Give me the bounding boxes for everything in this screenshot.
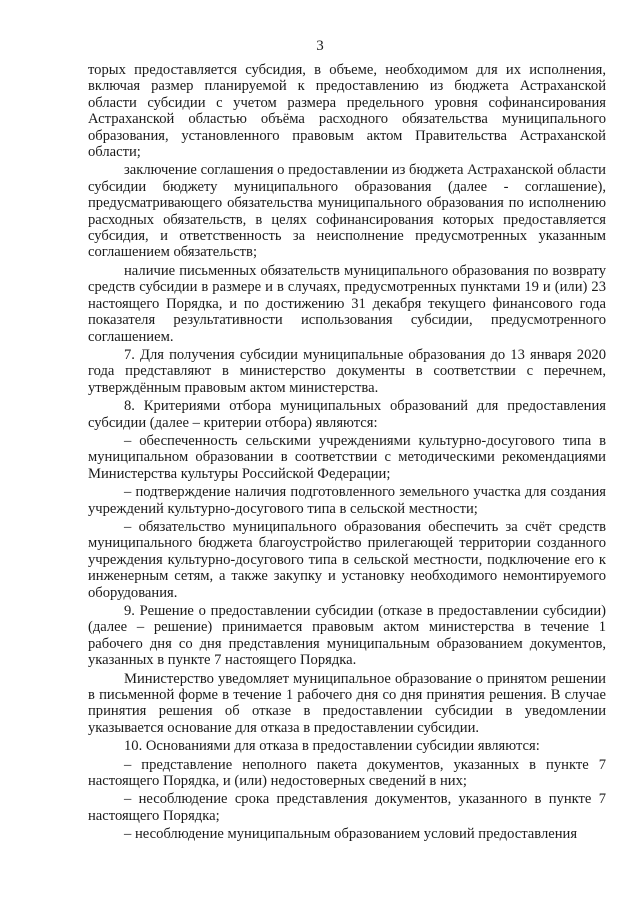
paragraph: 8. Критериями отбора муниципальных образований для предоставления субсидии (далее – критерии отбора) являются:: [88, 398, 606, 431]
paragraph: – обеспеченность сельскими учреждениями культурно-досугового типа в муниципальном образовании в соответствии с методическими рекомендациями Министерства культуры Российской Федерации;: [88, 432, 606, 482]
paragraph: – обязательство муниципального образования обеспечить за счёт средств муниципального бюджета благоустройство прилегающей территории созданного учреждения культурно-досугового типа в сельской местности, подключение его к инженерным сетям, а также закупку и установку необходимого немонтируемого оборудования.: [88, 518, 606, 601]
paragraph: 9. Решение о предоставлении субсидии (отказе в предоставлении субсидии) (далее – решение) принимается правовым актом министерства в течение 1 рабочего дня со дня представления муниципальным образованием документов, указанных в пункте 7 настоящего Порядка.: [88, 603, 606, 669]
paragraph: – несоблюдение срока представления документов, указанного в пункте 7 настоящего Порядка;: [88, 791, 606, 824]
paragraph: торых предоставляется субсидия, в объеме, необходимом для их исполнения, включая размер планируемой к предоставлению из бюджета Астраханской области субсидии с учетом размера предельного уровня софинансирования Астраханской областью объёма расходного обязательства муниципального образования, установленного правовым актом Правительства Астраханской области;: [88, 62, 606, 161]
paragraph: 7. Для получения субсидии муниципальные образования до 13 января 2020 года представляют в министерство документы в соответствии с перечнем, утверждённым правовым актом министерства.: [88, 346, 606, 396]
paragraph: – представление неполного пакета документов, указанных в пункте 7 настоящего Порядка, и (или) недостоверных сведений в них;: [88, 756, 606, 790]
paragraph: Министерство уведомляет муниципальное образование о принятом решении в письменной форме в течение 1 рабочего дня со дня принятия решения. В случае принятия решения об отказе в предоставлении субсидии в уведомлении указывается основание для отказа в предоставлении субсидии.: [88, 670, 606, 736]
document-body: [88, 62, 606, 845]
page-number: 3: [316, 38, 324, 54]
paragraph: – подтверждение наличия подготовленного земельного участка для создания учреждений культурно-досугового типа в сельской местности;: [88, 484, 606, 517]
paragraph: наличие письменных обязательств муниципального образования по возврату средств субсидии в размере и в случаях, предусмотренных пунктами 19 и (или) 23 настоящего Порядка, и по достижению 31 декабря текущего финансового года показателя результативности использования субсидии, предусмотренного соглашением.: [88, 262, 606, 345]
paragraph: заключение соглашения о предоставлении из бюджета Астраханской области субсидии бюджету муниципального образования (далее - соглашение), предусматривающего обязательства муниципального образования по исполнению расходных обязательств, в целях софинансирования которых предоставляется субсидия, и ответственность за неисполнение предусмотренных указанным соглашением обязательств;: [88, 162, 606, 261]
paragraph: 10. Основаниями для отказа в предоставлении субсидии являются:: [124, 738, 540, 755]
paragraph: – несоблюдение муниципальным образованием условий предоставления: [124, 826, 578, 843]
